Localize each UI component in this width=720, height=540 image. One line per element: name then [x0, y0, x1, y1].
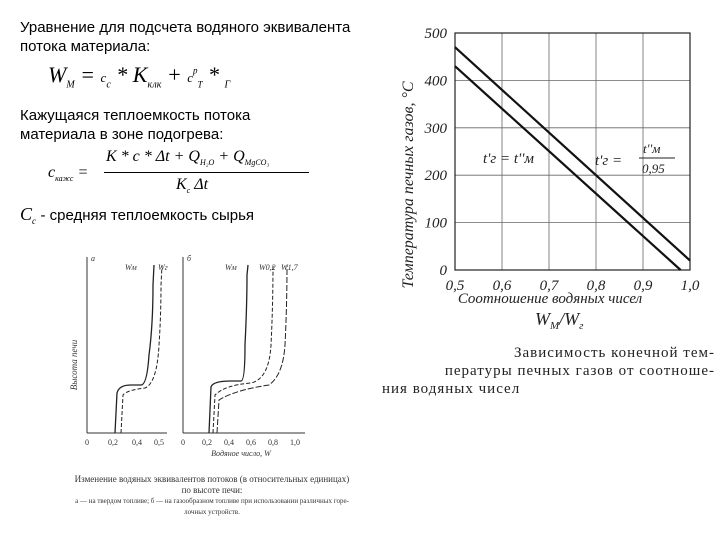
- panel-a-wg-curve: [121, 265, 162, 433]
- b-xtick-0: 0: [181, 438, 185, 447]
- cc-sub: c: [32, 216, 37, 227]
- formula2-plus: +: [218, 148, 230, 165]
- a-xtick-1: 0,2: [108, 438, 118, 447]
- right-caption-2: пературы печных газов от соотноше-: [444, 363, 715, 379]
- a-xtick-2: 0,4: [132, 438, 142, 447]
- formula1-lhs: W: [48, 62, 67, 87]
- fraction-bar: [104, 172, 309, 173]
- panel-b-label-w02: W0,2: [259, 263, 276, 272]
- line2-num: t''м: [643, 141, 661, 156]
- b-xtick-3: 0,6: [246, 438, 256, 447]
- panel-b-label-w17: W1,7: [281, 263, 298, 272]
- x-tick-1: 0,6: [492, 278, 512, 294]
- panel-b-w02-curve: [213, 265, 273, 433]
- ratio-w1: W: [535, 309, 550, 329]
- b-xtick-5: 1,0: [290, 438, 300, 447]
- intro-text: [20, 18, 350, 56]
- formula2-lhs: c: [48, 164, 56, 181]
- panel-a-label-wm: Wм: [125, 263, 137, 272]
- formula1-c-sub: c: [106, 79, 111, 91]
- formula2-numerator: $K * c * \Delta t + Q_{H_2O} + Q_{MgCO_3}$: [106, 148, 270, 168]
- y-tick-5: 500: [424, 26, 447, 42]
- x-tick-4: 0,9: [633, 278, 653, 294]
- formula1-c2-sub: T: [197, 79, 203, 90]
- temperature-chart: [375, 15, 715, 335]
- heat-capacity-text: [20, 106, 250, 144]
- y-tick-1: 100: [424, 215, 447, 232]
- title-line-2: потока материала:: [20, 38, 151, 55]
- apparent-heat-capacity-formula: $c_{кажс}$ = $K * c * \Delta t + Q_{H_2O} + Q_{MgCO_3}$ $K_c$ Δt: [48, 148, 308, 200]
- y-tick-3: 300: [424, 120, 447, 137]
- left-charts-caption: [42, 474, 382, 518]
- formula2-den-k: K: [176, 176, 187, 193]
- formula2-den-sub: c: [186, 186, 191, 196]
- panel-b-label-wm: Wм: [225, 263, 237, 272]
- panel-a-label-wg: Wг: [158, 263, 168, 272]
- left-caption-3: а — на твердом топливе; б — на газообразном топливе при использовании различных горе-: [75, 497, 349, 505]
- left-caption-1: Изменение водяных эквивалентов потоков (в относительных единицах): [74, 474, 350, 484]
- formula1-c2-sup: p: [193, 65, 198, 76]
- height-profile-charts: [55, 245, 375, 475]
- ratio-slash: /W: [559, 309, 580, 329]
- left-x-label: Водяное число, W: [211, 449, 271, 458]
- left-y-label: Высота печи: [69, 339, 79, 391]
- line1-label: t'г = t''м: [483, 151, 535, 167]
- panel-b-w17-curve: [217, 265, 287, 433]
- b-xtick-2: 0,4: [224, 438, 234, 447]
- cc-description: [20, 204, 254, 226]
- left-caption-2: по высоте печи:: [181, 485, 243, 495]
- x-tick-2: 0,7: [539, 278, 559, 294]
- formula1-eq: =: [80, 62, 96, 87]
- panel-b-wm-curve: [209, 265, 248, 433]
- right-chart-caption: [380, 344, 715, 398]
- ratio-sub1: М: [550, 320, 560, 332]
- formula2-num-tail: Δt + Q: [155, 148, 200, 165]
- b-xtick-1: 0,2: [202, 438, 212, 447]
- right-caption-1: Зависимость конечной тем-: [513, 345, 715, 361]
- panel-a-label: а: [91, 254, 95, 263]
- formula2-qh2o-sub: H₂O: [199, 158, 215, 168]
- x-ratio-label: [535, 309, 584, 332]
- heat-line-1: Кажущаяся теплоемкость потока: [20, 107, 251, 124]
- panel-a-wm-curve: [115, 265, 154, 433]
- heat-line-2: материала в зоне подогрева:: [20, 126, 224, 143]
- y-tick-0: 0: [439, 263, 447, 279]
- line2-den: 0,95: [642, 161, 665, 176]
- y-tick-4: 400: [424, 73, 447, 90]
- formula1-k-sub: клк: [147, 79, 162, 91]
- water-equivalent-formula: $W_M = c_c * K_{клк} + c^p_T * _Г$: [48, 62, 231, 91]
- formula2-den-tail: Δt: [194, 176, 209, 193]
- right-caption-3: ния водяных чисел: [382, 381, 521, 397]
- y-tick-2: 200: [424, 168, 447, 185]
- x-tick-3: 0,8: [586, 278, 606, 294]
- formula1-c2: c: [187, 70, 194, 85]
- formula2-q2-sub: MgCO₃: [244, 158, 270, 168]
- formula1-g-sub: Г: [224, 79, 231, 91]
- formula1-c: c: [100, 70, 107, 85]
- left-caption-4: лочных устройств.: [184, 508, 240, 516]
- svg-text:WМ/Wг: [535, 309, 584, 332]
- formula2-lhs-sub: кажс: [55, 174, 74, 184]
- ratio-sub2: г: [579, 320, 584, 332]
- formula2-num-k: K: [106, 148, 117, 165]
- line2-label: [595, 141, 675, 176]
- formula2-denominator: [176, 176, 208, 195]
- title-line-1: Уравнение для подсчета водяного эквивалента: [20, 19, 351, 36]
- formula1-k: K: [132, 62, 148, 87]
- x-tick-5: 1,0: [680, 278, 700, 294]
- line2-lhs: t'г =: [595, 153, 623, 169]
- x-axis-label: Соотношение водяных чисел: [457, 291, 643, 307]
- cc-desc-text: - средняя теплоемкость сырья: [40, 207, 255, 224]
- cc-symbol: C: [20, 204, 33, 224]
- a-xtick-0: 0: [85, 438, 89, 447]
- x-tick-0: 0,5: [445, 278, 465, 294]
- formula1-lhs-sub: M: [66, 79, 75, 91]
- y-axis-label: Температура печных газов, °С: [400, 81, 417, 289]
- panel-b-label: б: [187, 254, 192, 263]
- a-xtick-3: 0,5: [154, 438, 164, 447]
- chart-ticks: [424, 26, 700, 294]
- b-xtick-4: 0,8: [268, 438, 278, 447]
